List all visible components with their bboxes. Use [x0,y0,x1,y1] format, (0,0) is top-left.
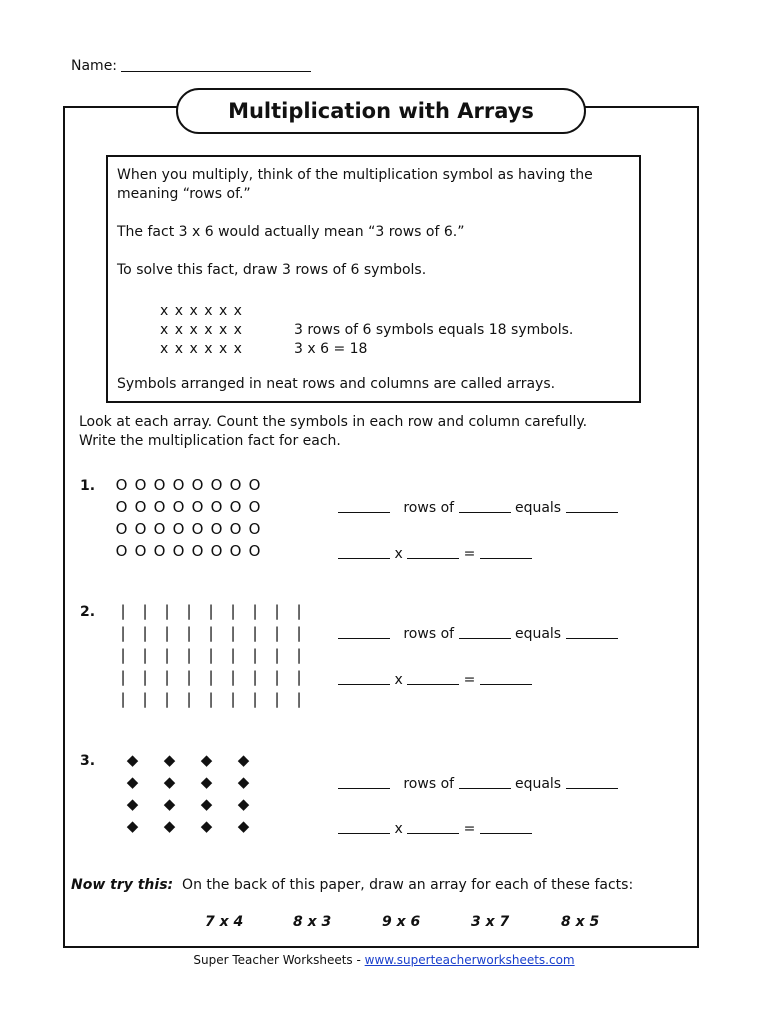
array-symbol: O [210,476,223,494]
array-symbol: O [210,498,223,516]
array-symbol: O [248,498,261,516]
equals-text: equals [514,626,562,642]
array-symbol: O [115,520,128,538]
equals-text: equals [514,776,562,792]
array-symbol: O [248,542,261,560]
array-symbol: O [172,498,185,516]
eq-text: = [463,672,476,688]
blank[interactable] [459,499,511,513]
array-symbol: O [248,520,261,538]
array-symbol: O [191,520,204,538]
info-paragraph-3: To solve this fact, draw 3 rows of 6 symbols. [117,262,427,278]
array-symbol: | [252,602,258,620]
problem-1-array [112,474,264,562]
array-symbol: ◆ [237,773,250,791]
blank[interactable] [407,671,459,685]
blank[interactable] [338,820,390,834]
blank[interactable] [407,820,459,834]
rows-of-text: rows of [403,626,455,642]
directions-line-2: Write the multiplication fact for each. [79,433,341,449]
directions [79,413,659,451]
array-symbol: ◆ [200,751,213,769]
array-symbol: O [191,498,204,516]
info-paragraph-1: When you multiply, think of the multiplication symbol as having the meaning “rows of.” [117,167,593,202]
array-row [112,496,264,518]
array-symbol: ◆ [200,817,213,835]
array-symbol: | [142,646,148,664]
problem-3-array [114,749,262,837]
blank[interactable] [566,499,618,513]
array-symbol: | [142,624,148,642]
array-symbol: | [208,668,214,686]
array-symbol: | [230,624,236,642]
array-symbol: | [230,602,236,620]
blank[interactable] [566,625,618,639]
page-title: Multiplication with Arrays [176,88,586,134]
problem-2-array [112,600,310,710]
fact-1: 7 x 4 [205,914,244,930]
array-row [114,749,262,771]
array-symbol: ◆ [237,795,250,813]
array-symbol: | [230,668,236,686]
problem-2-fact-line [338,671,532,689]
array-symbol: O [191,476,204,494]
array-symbol: O [210,542,223,560]
eq-text: = [463,546,476,562]
array-row [114,793,262,815]
array-symbol: | [208,602,214,620]
array-symbol: O [153,498,166,516]
array-symbol: O [134,542,147,560]
example-row: x x x x x x [160,322,243,338]
times-text: x [394,821,403,837]
blank[interactable] [338,625,390,639]
fact-4: 3 x 7 [471,914,510,930]
array-symbol: | [252,646,258,664]
times-text: x [394,546,403,562]
blank[interactable] [480,671,532,685]
array-symbol: | [274,602,280,620]
rows-of-text: rows of [403,776,455,792]
fact-3: 9 x 6 [382,914,421,930]
array-symbol: O [153,542,166,560]
footer-link[interactable]: www.superteacherworksheets.com [364,953,575,967]
array-row [114,815,262,837]
array-symbol: | [274,646,280,664]
array-symbol: | [142,602,148,620]
array-symbol: | [230,646,236,664]
array-symbol: O [134,476,147,494]
array-symbol: ◆ [163,817,176,835]
array-symbol: | [252,668,258,686]
explain-line-1: 3 rows of 6 symbols equals 18 symbols. [294,322,574,338]
array-symbol: O [191,542,204,560]
array-symbol: ◆ [163,773,176,791]
array-symbol: | [142,668,148,686]
equals-text: equals [514,500,562,516]
array-symbol: | [208,624,214,642]
array-symbol: | [186,646,192,664]
blank[interactable] [480,545,532,559]
array-row [114,771,262,793]
blank[interactable] [566,775,618,789]
info-paragraph-4: Symbols arranged in neat rows and columns are called arrays. [117,376,556,392]
array-symbol: | [230,690,236,708]
array-symbol: O [115,476,128,494]
array-symbol: O [172,542,185,560]
array-symbol: | [120,646,126,664]
array-row [112,540,264,562]
example-row: x x x x x x [160,341,243,357]
info-paragraph-2: The fact 3 x 6 would actually mean “3 rows of 6.” [117,224,465,240]
problem-3-number: 3. [80,753,96,769]
array-symbol: ◆ [200,795,213,813]
array-symbol: O [229,476,242,494]
array-symbol: ◆ [237,817,250,835]
array-symbol: | [296,602,302,620]
array-symbol: ◆ [163,795,176,813]
blank[interactable] [338,775,390,789]
blank[interactable] [459,775,511,789]
array-symbol: | [186,624,192,642]
directions-line-1: Look at each array. Count the symbols in each row and column carefully. [79,414,588,430]
array-symbol: | [186,602,192,620]
array-symbol: | [296,690,302,708]
problem-1-rows-line [338,499,618,517]
fact-2: 8 x 3 [293,914,332,930]
eq-text: = [463,821,476,837]
array-symbol: ◆ [163,751,176,769]
problem-2-number: 2. [80,604,96,620]
array-symbol: O [115,542,128,560]
now-try-text: On the back of this paper, draw an array for each of these facts: [182,877,634,893]
problem-3-rows-line [338,775,618,793]
footer [0,953,768,967]
name-blank[interactable] [121,57,311,72]
array-symbol: O [229,520,242,538]
array-symbol: | [252,624,258,642]
array-symbol: | [252,690,258,708]
array-symbol: | [164,646,170,664]
array-symbol: | [186,690,192,708]
array-symbol: O [134,520,147,538]
array-symbol: O [229,542,242,560]
problem-3-fact-line [338,820,532,838]
array-symbol: ◆ [126,817,139,835]
array-symbol: | [164,690,170,708]
name-label: Name: [71,58,118,74]
array-symbol: O [153,520,166,538]
blank[interactable] [338,671,390,685]
array-symbol: | [120,690,126,708]
info-box [106,155,641,403]
array-symbol: O [229,498,242,516]
array-symbol: | [274,690,280,708]
array-row [112,688,310,710]
rows-of-text: rows of [403,500,455,516]
array-symbol: O [210,520,223,538]
now-try-label: Now try this: [71,877,174,893]
array-symbol: O [248,476,261,494]
array-row [112,600,310,622]
array-symbol: ◆ [200,773,213,791]
example-row: x x x x x x [160,303,243,319]
array-symbol: | [186,668,192,686]
array-symbol: | [164,624,170,642]
array-symbol: O [153,476,166,494]
array-symbol: | [296,624,302,642]
array-symbol: | [274,668,280,686]
array-row [112,518,264,540]
now-try-this [71,876,633,895]
array-symbol: | [208,690,214,708]
times-text: x [394,672,403,688]
example-explanation [294,321,573,359]
name-field [71,57,311,74]
footer-text: Super Teacher Worksheets - [193,953,365,967]
blank[interactable] [407,545,459,559]
array-symbol: | [164,602,170,620]
example-array [160,302,243,359]
array-row [112,474,264,496]
array-symbol: | [274,624,280,642]
problem-1-number: 1. [80,478,96,494]
array-row [112,644,310,666]
array-symbol: O [172,520,185,538]
array-symbol: | [120,668,126,686]
array-row [112,622,310,644]
array-row [112,666,310,688]
blank[interactable] [338,545,390,559]
array-symbol: | [296,668,302,686]
array-symbol: | [142,690,148,708]
blank[interactable] [480,820,532,834]
array-symbol: ◆ [126,795,139,813]
blank[interactable] [338,499,390,513]
problem-1-fact-line [338,545,532,563]
array-symbol: O [115,498,128,516]
array-symbol: | [120,624,126,642]
array-symbol: | [164,668,170,686]
array-symbol: | [208,646,214,664]
array-symbol: ◆ [237,751,250,769]
blank[interactable] [459,625,511,639]
fact-5: 8 x 5 [561,914,600,930]
array-symbol: | [296,646,302,664]
array-symbol: ◆ [126,751,139,769]
array-symbol: O [172,476,185,494]
array-symbol: | [120,602,126,620]
array-symbol: O [134,498,147,516]
explain-line-2: 3 x 6 = 18 [294,341,368,357]
problem-2-rows-line [338,625,618,643]
array-symbol: ◆ [126,773,139,791]
